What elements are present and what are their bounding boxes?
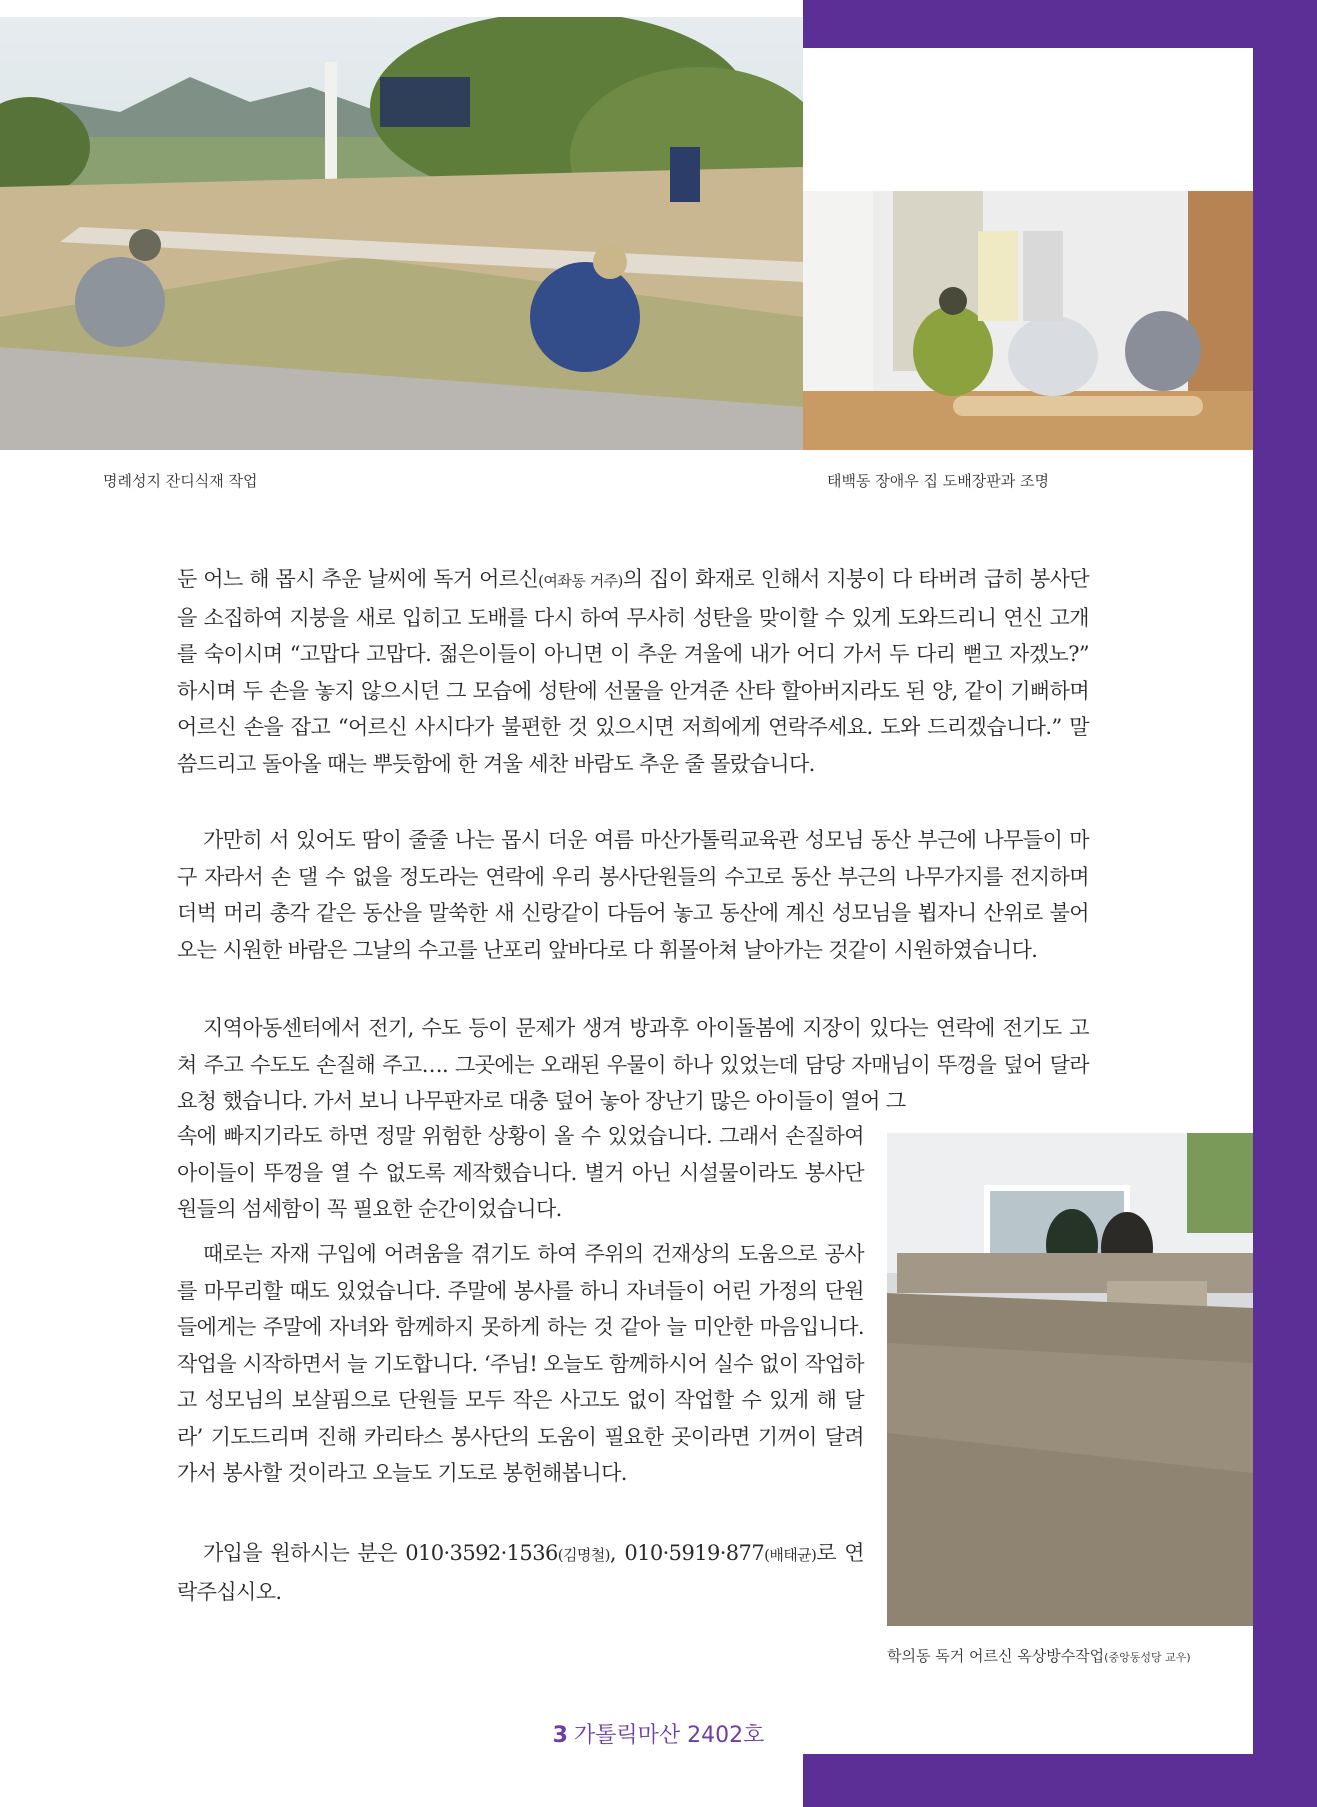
purple-frame-bottom — [803, 1754, 1317, 1807]
paragraph-4: 때로는 자재 구입에 어려움을 겪기도 하여 주위의 건재상의 도움으로 공사를 마무리할 때도 있었습니다. 주말에 봉사를 하니 자녀들이 어린 가정의 단원들에게는 주말에 자녀와 함께하지 못하게 하는 것 같아 늘 미안한 마음입니다. 작업을 시작하면서 늘 기도합니다. ‘주님! 오늘도 함께하시어 실수 없이 작업하고 성모님의 보살핌으로 단원들 모두 작은 사고도 없이 작업할 수 있게 해 달라’ 기도드리며 진해 카리타스 봉사단의 도움이 필요한 곳이라면 기꺼이 달려가서 봉사할 것이라고 오늘도 기도로 봉헌해봅니다. — [177, 1242, 864, 1485]
caption-lawn-planting: 명례성지 잔디식재 작업 — [103, 472, 258, 490]
paragraph-5-contact: 가입을 원하시는 분은 010·3592·1536(김명철), 010·5919·877(배태균)로 연락주십시오. — [177, 1541, 864, 1604]
paragraph-1: 둔 어느 해 몹시 추운 날씨에 독거 어르신(여좌동 거주)의 집이 화재로 인해서 지붕이 다 타버려 급히 봉사단을 소집하여 지붕을 새로 입히고 도배를 다시 하여 무사히 성탄을 맞이할 수 있게 도와드리니 연신 고개를 숙이시며 “고맙다 고맙다. 젊은이들이 아니면 이 추운 겨울에 내가 어디 가서 두 다리 뻗고 자겠노?” 하시며 두 손을 놓지 않으시던 그 모습에 성탄에 선물을 안겨준 산타 할아버지라도 된 양, 같이 기뻐하며 어르신 손을 잡고 “어르신 사시다가 불편한 것 있으시면 저희에게 연락주세요. 도와 드리겠습니다.” 말씀드리고 돌아올 때는 뿌듯함에 한 겨울 세찬 바람도 추운 줄 몰랐습니다. — [177, 567, 1089, 776]
caption-wallpaper-flooring: 태백동 장애우 집 도배장판과 조명 — [827, 472, 1049, 490]
paragraph-2: 가만히 서 있어도 땀이 줄줄 나는 몹시 더운 여름 마산가톨릭교육관 성모님 동산 부근에 나무들이 마구 자라서 손 댈 수 없을 정도라는 연락에 우리 봉사단원들의 수고로 동산 부근의 나무가지를 전지하며 더벅 머리 총각 같은 동산을 말쑥한 새 신랑같이 다듬어 놓고 동산에 계신 성모님을 뵙자니 산위로 불어오는 시원한 바람은 그날의 수고를 난포리 앞바다로 다 휘몰아쳐 날아가는 것같이 시원하였습니다. — [177, 828, 1089, 962]
caption-rooftop-waterproofing: 학의동 독거 어르신 옥상방수작업(중앙동성당 교우) — [887, 1647, 1191, 1665]
paragraph-3-continued: 속에 빠지기라도 하면 정말 위험한 상황이 올 수 있었습니다. 그래서 손질하여 아이들이 뚜껑을 열 수 없도록 제작했습니다. 별거 아닌 시설물이라도 봉사단원들의 섬세함이 꼭 필요한 순간이었습니다. — [177, 1124, 864, 1221]
paragraph-3-top: 지역아동센터에서 전기, 수도 등이 문제가 생겨 방과후 아이돌봄에 지장이 있다는 연락에 전기도 고쳐 주고 수도도 손질해 주고…. 그곳에는 오래된 우물이 하나 있었는데 담당 자매님이 뚜껑을 덮어 달라 요청 했습니다. 가서 보니 나무판자로 대충 덮어 놓아 장난기 많은 아이들이 열어 그 — [177, 1016, 1089, 1113]
magazine-issue: 가톨릭마산 2402호 — [573, 1723, 765, 1748]
photo-rooftop-waterproofing — [887, 1133, 1253, 1626]
purple-frame-top — [803, 0, 1317, 48]
photo-wallpaper-flooring — [803, 191, 1253, 450]
purple-frame-right — [1253, 0, 1317, 1807]
page-number: 3 — [552, 1723, 568, 1748]
page-footer — [0, 1718, 1317, 1749]
photo-lawn-planting — [0, 17, 803, 450]
location-note: (여좌동 거주) — [538, 572, 623, 590]
